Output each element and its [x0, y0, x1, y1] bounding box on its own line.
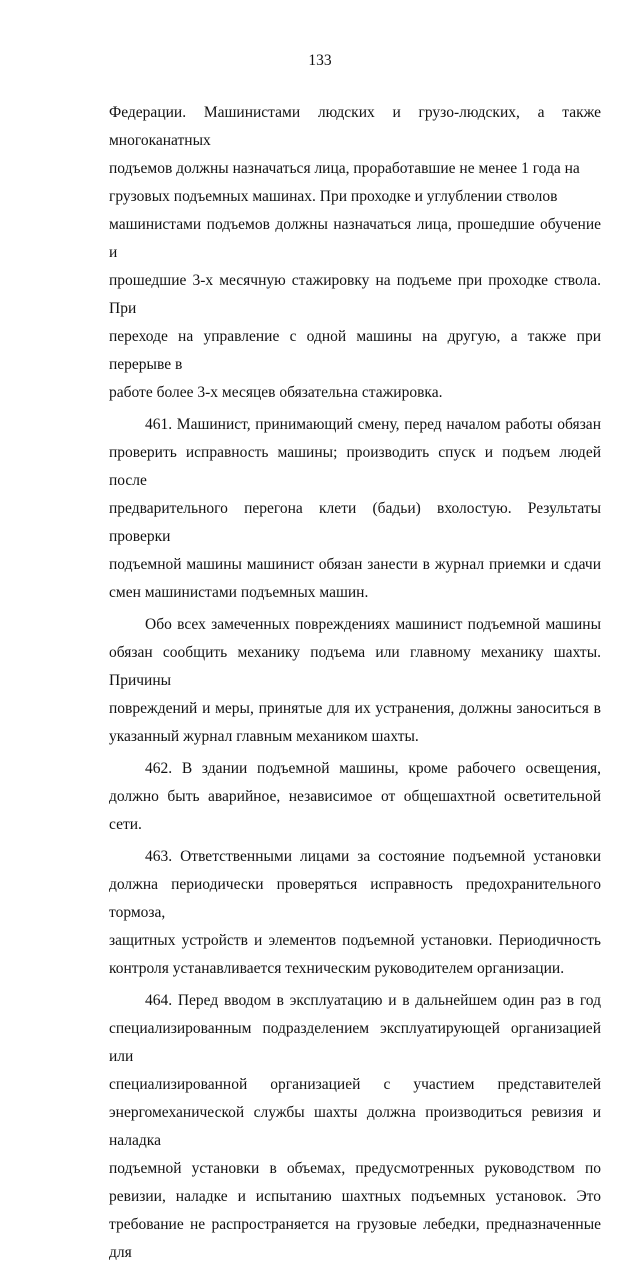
text-line: 461. Машинист, принимающий смену, перед началом работы обязан — [145, 416, 601, 433]
text-line: грузовых подъемных машинах. При проходке и углублении стволов — [109, 188, 558, 205]
text-line: энергомеханической службы шахты должна производиться ревизия и наладка — [109, 1104, 601, 1149]
text-line: должна периодически проверяться исправность предохранительного тормоза, — [109, 876, 601, 921]
text-line: Федерации. Машинистами людских и грузо-людских, а также многоканатных — [109, 104, 601, 149]
text-line: 462. В здании подъемной машины, кроме рабочего освещения, — [145, 760, 601, 777]
document-body — [109, 99, 601, 1267]
text-line: защитных устройств и элементов подъемной установки. Периодичность — [109, 932, 601, 949]
text-line: специализированным подразделением эксплуатирующей организацией или — [109, 1020, 601, 1065]
text-line: переходе на управление с одной машины на другую, а также при перерыве в — [109, 328, 601, 373]
text-line: работе более 3-х месяцев обязательна стажировка. — [109, 384, 443, 401]
text-line: указанный журнал главным механиком шахты. — [109, 728, 419, 745]
text-line: обязан сообщить механику подъема или главному механику шахты. Причины — [109, 644, 601, 689]
text-line: 464. Перед вводом в эксплуатацию и в дальнейшем один раз в год — [145, 992, 601, 1009]
text-line: повреждений и меры, принятые для их устранения, должны заноситься в — [109, 700, 601, 717]
text-line: ревизии, наладке и испытанию шахтных подъемных установок. Это — [109, 1188, 601, 1205]
paragraph-item-461 — [109, 411, 601, 607]
paragraph-item-463 — [109, 843, 601, 983]
text-line: прошедшие 3-х месячную стажировку на подъеме при проходке ствола. При — [109, 272, 601, 317]
text-line: предварительного перегона клети (бадьи) вхолостую. Результаты проверки — [109, 500, 601, 545]
page-number: 133 — [308, 52, 332, 69]
text-line: смен машинистами подъемных машин. — [109, 584, 369, 601]
text-line: проверить исправность машины; производить спуск и подъем людей после — [109, 444, 601, 489]
text-line: 463. Ответственными лицами за состояние подъемной установки — [145, 848, 601, 865]
paragraph-damage-reporting — [109, 611, 601, 751]
text-line: должно быть аварийное, независимое от общешахтной осветительной сети. — [109, 788, 601, 833]
text-line: подъемной установки в объемах, предусмотренных руководством по — [109, 1160, 601, 1177]
text-line: Обо всех замеченных повреждениях машинист подъемной машины — [145, 616, 601, 633]
paragraph-item-462 — [109, 755, 601, 839]
text-line: машинистами подъемов должны назначаться лица, прошедшие обучение и — [109, 216, 601, 261]
text-line: специализированной организацией с участием представителей — [109, 1076, 601, 1093]
text-line: контроля устанавливается техническим руководителем организации. — [109, 960, 565, 977]
paragraph-item-464 — [109, 987, 601, 1267]
paragraph-continuation — [109, 99, 601, 407]
text-line: требование не распространяется на грузовые лебедки, предназначенные для — [109, 1216, 601, 1261]
text-line: подъемов должны назначаться лица, проработавшие не менее 1 года на — [109, 160, 580, 177]
text-line: подъемной машины машинист обязан занести в журнал приемки и сдачи — [109, 556, 601, 573]
